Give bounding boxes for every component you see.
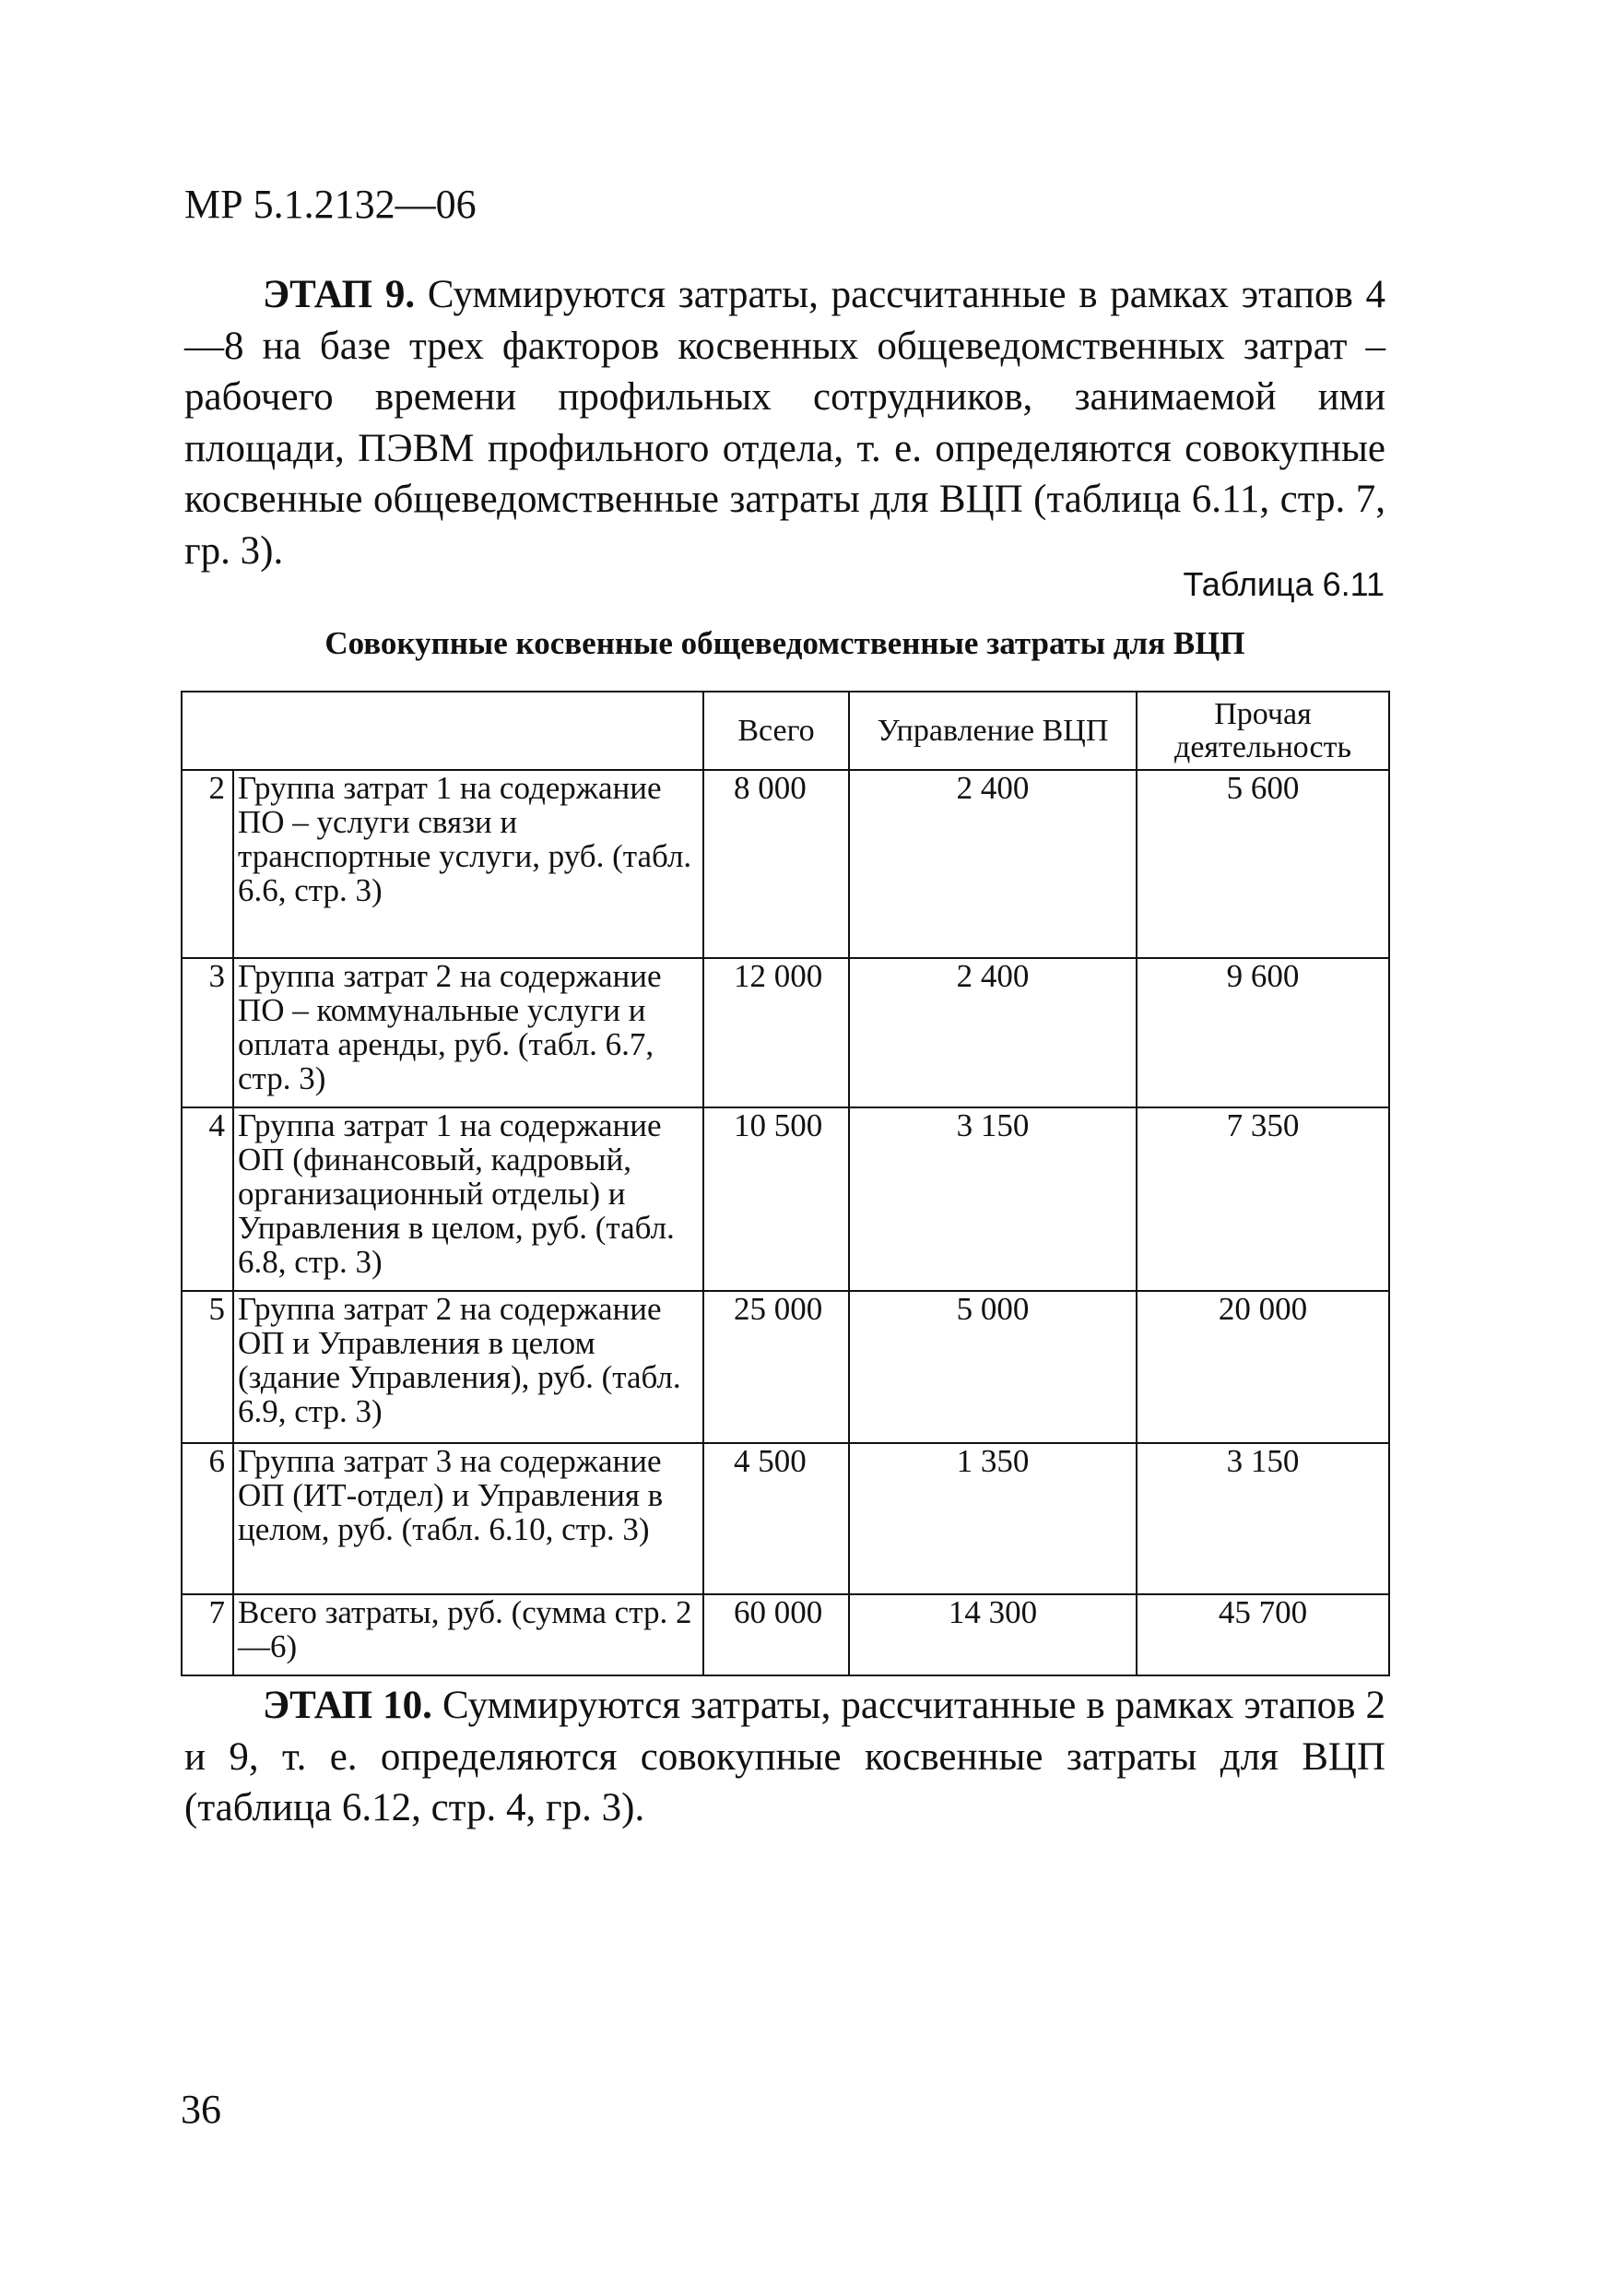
document-code: МР 5.1.2132—06: [184, 182, 477, 227]
table-row: [182, 1594, 1389, 1675]
table-header-row: [182, 692, 1389, 770]
table-row: [182, 1443, 1389, 1594]
header-management: Управление ВЦП: [849, 692, 1137, 770]
row-other: 9 600: [1137, 958, 1389, 1107]
row-name: Всего затраты, руб. (сумма стр. 2—6): [233, 1594, 703, 1675]
stage-10-paragraph: [184, 1680, 1385, 1834]
page-number: 36: [181, 2087, 221, 2132]
row-management: 14 300: [849, 1594, 1137, 1675]
row-number: 2: [182, 770, 233, 958]
row-number: 3: [182, 958, 233, 1107]
row-other: 3 150: [1137, 1443, 1389, 1594]
row-number: 6: [182, 1443, 233, 1594]
row-management: 5 000: [849, 1291, 1137, 1443]
stage-9-label: ЭТАП 9.: [263, 273, 416, 316]
row-other: 7 350: [1137, 1107, 1389, 1291]
header-total: Всего: [703, 692, 849, 770]
row-other: 45 700: [1137, 1594, 1389, 1675]
table-title: Совокупные косвенные общеведомственные затраты для ВЦП: [324, 625, 1245, 661]
row-name: Группа затрат 1 на содержание ПО – услуги связи и транспортные услуги, руб. (табл. 6.6, стр. 3): [233, 770, 703, 958]
stage-9-text: Суммируются затраты, рассчитанные в рамках этапов 4—8 на базе трех факторов косвенных общеведомственных затрат – рабочего времени профильных сотрудников, занимаемой ими площади, ПЭВМ профильного отдела, т. е. определяются совокупные косвенные общеведомственные затраты для ВЦП (таблица 6.11, стр. 7, гр. 3).: [184, 273, 1385, 573]
header-other: Прочая деятельность: [1137, 692, 1389, 770]
row-number: 7: [182, 1594, 233, 1675]
row-number: 4: [182, 1107, 233, 1291]
row-management: 1 350: [849, 1443, 1137, 1594]
row-management: 2 400: [849, 770, 1137, 958]
row-total: 10 500: [703, 1107, 849, 1291]
row-name: Группа затрат 3 на содержание ОП (ИТ-отдел) и Управления в целом, руб. (табл. 6.10, стр. 3): [233, 1443, 703, 1594]
table-row: [182, 958, 1389, 1107]
table-number: Таблица 6.11: [1183, 565, 1385, 603]
table-row: [182, 770, 1389, 958]
row-total: 25 000: [703, 1291, 849, 1443]
stage-10-text: Суммируются затраты, рассчитанные в рамках этапов 2 и 9, т. е. определяются совокупные косвенные затраты для ВЦП (таблица 6.12, стр. 4, гр. 3).: [184, 1684, 1385, 1829]
row-total: 60 000: [703, 1594, 849, 1675]
stage-10-label: ЭТАП 10.: [263, 1684, 432, 1727]
row-total: 12 000: [703, 958, 849, 1107]
row-total: 8 000: [703, 770, 849, 958]
row-other: 20 000: [1137, 1291, 1389, 1443]
row-management: 3 150: [849, 1107, 1137, 1291]
row-total: 4 500: [703, 1443, 849, 1594]
cost-table: [181, 691, 1390, 1676]
row-name: Группа затрат 2 на содержание ОП и Управления в целом (здание Управления), руб. (табл. 6.9, стр. 3): [233, 1291, 703, 1443]
header-empty-cell: [182, 692, 703, 770]
table-row: [182, 1291, 1389, 1443]
row-number: 5: [182, 1291, 233, 1443]
row-name: Группа затрат 2 на содержание ПО – коммунальные услуги и оплата аренды, руб. (табл. 6.7, стр. 3): [233, 958, 703, 1107]
table-row: [182, 1107, 1389, 1291]
row-other: 5 600: [1137, 770, 1389, 958]
row-name: Группа затрат 1 на содержание ОП (финансовый, кадровый, организационный отделы) и Управления в целом, руб. (табл. 6.8, стр. 3): [233, 1107, 703, 1291]
stage-9-paragraph: [184, 269, 1385, 576]
row-management: 2 400: [849, 958, 1137, 1107]
